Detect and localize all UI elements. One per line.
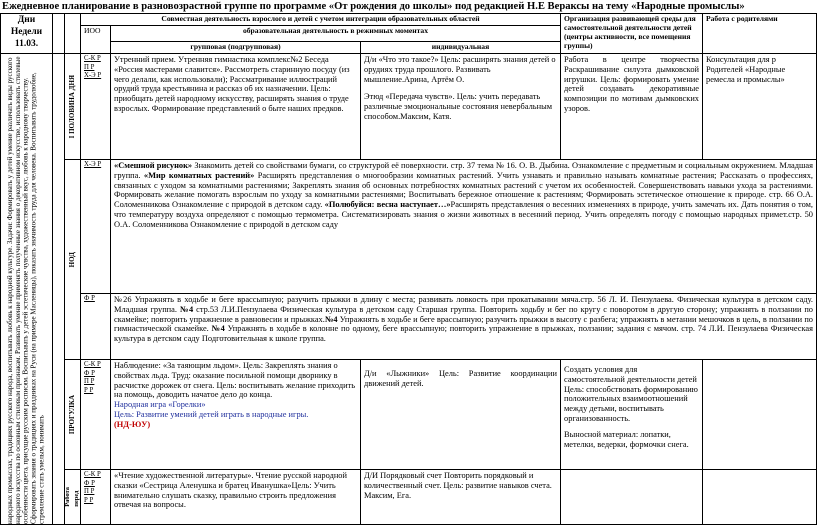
codes-morning bbox=[81, 53, 111, 159]
physical-text-2: стр.53 Л.И.Пензулаева Физическая культура в детском саду Старшая группа. Повторить ходьбу и бег по кругу с поворотом в другую сторону; упражнять в ползании по скамейке; повторить упражнение в равновесии и прыжках. bbox=[114, 304, 813, 324]
walk-environment-text: Создать условия для самостоятельной деятельности детей Цель: способствовать формированию положительных взаимоотношений между детьми, воспитывать организованность. bbox=[564, 364, 698, 424]
period-evening-sublabel: перед bbox=[73, 490, 80, 507]
evening-individual-activity: Д/И Порядковый счет Повторить порядковый и количественный счет. Цель: развитие навыков счета. Максим, Ега. bbox=[361, 469, 561, 524]
nod-content bbox=[111, 159, 817, 293]
morning-parents: Консультация для р Родителей «Народные ремесла и промыслы» bbox=[703, 53, 817, 159]
blank-header-1 bbox=[53, 14, 65, 54]
left-goals-text: народных промыслах, традициях русского народа, воспитывать любовь к народной культуре. Задачи: Формировать у детей умение различать виды русского народного искусства по основным стилевым признакам. Развивать умение применять полученные знания о декоративном искусстве, использовать стилевые особенности цвета, присущие русским росписям. Воспитывать у детей эстетические чувства, художественный вкус, любовь к народному творчеству. Сформировать знания о традициях и праздниках на Руси (на примере Масленицы), показать значимость труда для человека. Воспитывать трудолюбие, стремление стать умелым, понимать bbox=[5, 56, 46, 524]
regime-activity-header: образовательная деятельность в режимных моментах bbox=[111, 25, 561, 41]
walk-environment bbox=[561, 359, 703, 469]
code: Р Р bbox=[84, 387, 94, 395]
morning-group-activity: Утренний прием. Утренняя гимнастика комплекс№2 Беседа «Россия мастерами славится». Рассмотреть старинную посуду (из чего делали, как использовали); Рассматривание иллюстраций орудий труда крестьянина и рассказ об их назначении. Цель: приобщать детей народному искусству, расширять знания о труде взрослых. Формирование представлений о быте наших предков. bbox=[111, 53, 361, 159]
code: Х-Э Р bbox=[84, 72, 102, 80]
nod-heading-1: «Смешной рисунок» bbox=[114, 160, 193, 170]
planning-table bbox=[0, 13, 817, 525]
code: П Р bbox=[84, 488, 95, 496]
code: П Р bbox=[84, 378, 95, 386]
physical-content bbox=[111, 293, 817, 359]
nod-text-2: Расширять представления о многообразии комнатных растений. Учить узнавать и правильно называть комнатные растения; Рассказать о профессиях, связанных с уходом за комнатными растениями; Закреплять знания об основных потребностях комнатных растений с учетом их особенностей. Совершенствовать навыки ухода за растениями. Формировать желание помогать взрослым по уходу за комнатными растениями; Воспитывать бережное отношение к растениям; Формировать эстетическое отношение к природе. стр. 66 О.А. Соломенникова Ознакомление с природой в детском саду. bbox=[114, 170, 813, 210]
evening-group-activity: «Чтение художественной литературы». Чтение русской народной сказки «Сестрица Аленушка и братец Иванушка»Цель: Учить внимательно слушать сказку, правильно строить предложения отвечая на вопросы. bbox=[111, 469, 361, 524]
code: Ф Р bbox=[84, 479, 95, 487]
period-walk bbox=[65, 359, 81, 469]
code: Ф Р bbox=[84, 369, 95, 377]
individual-header: индивидуальная bbox=[361, 41, 561, 53]
day-label: Дни bbox=[17, 15, 36, 25]
nod-heading-3: «Полюбуйся: весна наступает…» bbox=[324, 200, 451, 210]
walk-environment-materials: Выносной материал: лопатки, метелки, ведерки, формочки снега. bbox=[564, 430, 689, 450]
group-header: групповая (подгрупповая) bbox=[111, 41, 361, 53]
physical-text-3: Упражнять в ходьбе и беге врассыпную; разучить прыжки в высоту с разбега; упражнять в метании мешочков в цель, в ползании по гимнастической скамейке. bbox=[114, 314, 813, 334]
physical-number-1: №4 bbox=[179, 304, 194, 314]
blank-header-2 bbox=[65, 14, 81, 54]
period-nod-label: НОД bbox=[68, 251, 77, 267]
walk-game: Народная игра «Горелки» bbox=[114, 400, 206, 410]
codes-walk bbox=[81, 359, 111, 469]
codes-physical bbox=[81, 293, 111, 359]
period-evening-label: Работа bbox=[64, 486, 72, 507]
physical-number-2: №4 bbox=[324, 314, 338, 324]
physical-text-1: №26 Упражнять в ходьбе и беге врассыпную; разучить прыжки в длину с места; развивать ловкость при прокатывании мяча.стр. 56 Л. И. Пензулаева. Физическая культура в детском саду. Младшая группа. bbox=[114, 294, 813, 314]
joint-activity-header: Совместная деятельность взрослого и детей с учетом интеграции образовательных областей bbox=[81, 14, 561, 26]
codes-evening bbox=[81, 469, 111, 524]
code: Х-Э Р bbox=[84, 160, 102, 168]
morning-environment: Работа в центре творчества Раскрашивание силуэта дымковской игрушки. Цель: формировать умение детей создавать декоративные композиции по мотивам дымковских узоров. bbox=[561, 53, 703, 159]
walk-game-goal: Цель: Развитие умений детей играть в народные игры. bbox=[114, 410, 309, 420]
morning-individual-2: Этюд «Передача чувств». Цель: учить передавать различные эмоциональные состояния невербальным способом.Максим, Катя. bbox=[364, 92, 552, 122]
period-morning bbox=[65, 53, 81, 159]
walk-observation: Наблюдение: «За таяющим льдом». Цель: Закреплять знания о свойствах льда. Труд: оказание посильной помощи дворнику в расчистке дорожек от снега. Цель: воспитывать желание приходить на помощь, доводить начатое дело до конца. bbox=[114, 360, 356, 400]
walk-tag: (НД-ЮУ) bbox=[114, 420, 151, 430]
date-label: 11.03. bbox=[14, 38, 39, 49]
walk-parents bbox=[703, 359, 817, 469]
codes-nod bbox=[81, 159, 111, 293]
walk-group-activity bbox=[111, 359, 361, 469]
page-title: Ежедневное планирование в разновозрастной группе по программе «От рождения до школы» под редакцией Н.Е Вераксы на тему «Народные промыслы» bbox=[2, 1, 745, 12]
code: П Р bbox=[84, 63, 95, 71]
nod-text-3: Расширять представления о весенних изменениях в природе, учить замечать их. Дать понятия о том, что температуру воздуха определяют с помощью термометра. Систематизировать знания о жизни животных в весенний период. Учить определять погоду с помощью народных примет.стр. 50 О.А. Соломенникова Ознакомление с природой в детском саду bbox=[114, 200, 813, 230]
left-goals-cell bbox=[1, 53, 53, 524]
nod-heading-2: «Мир комнатных растений» bbox=[143, 170, 255, 180]
period-nod bbox=[65, 159, 81, 359]
code: Ф Р bbox=[84, 294, 95, 302]
period-evening bbox=[65, 469, 81, 524]
morning-individual-activity bbox=[361, 53, 561, 159]
morning-individual-1: Д/и «Что это такое?» Цель: расширять знания детей о орудиях труда прошлого. Развивать мышление.Арина, Артём О. bbox=[364, 54, 556, 84]
evening-parents bbox=[703, 469, 817, 524]
walk-individual-activity bbox=[361, 359, 561, 469]
day-week-header bbox=[1, 14, 53, 54]
parents-header: Работа с родителями bbox=[703, 14, 817, 54]
week-label: Недели bbox=[10, 26, 43, 37]
physical-number-3: №4 bbox=[211, 324, 225, 334]
code: С-К Р bbox=[84, 54, 101, 62]
code: Р Р bbox=[84, 497, 94, 505]
period-walk-label: ПРОГУЛКА bbox=[68, 394, 77, 434]
physical-text-4: Упражнять в ходьбе в колонне по одному, беге врассыпную; повторить упражнение в прыжках, ползании; задания с мячом. стр. 74 Л.И. Пензулаева Физическая культура в детском саду Подготовительная к школе группа. bbox=[114, 324, 813, 344]
nod-text-1: Знакомить детей со свойствами бумаги, со структурой её поверхности. стр. 37 тема № 16. О. В. Дыбина. Ознакомление с предметным и социальным окружением. Младшая группа. bbox=[114, 160, 813, 180]
code: С-К Р bbox=[84, 360, 101, 368]
walk-individual-text: Д/и «Лыжники» Цель: Развитие координации движений детей. bbox=[364, 368, 557, 388]
environment-header: Организация развивающей среды для самостоятельной деятельности детей (центры активности, все помещения группы) bbox=[561, 14, 703, 54]
code: С-К Р bbox=[84, 470, 101, 478]
left-blank-cell bbox=[53, 53, 65, 524]
period-morning-label: I ПОЛОВИНА ДНЯ bbox=[68, 74, 77, 138]
ioo-header: ИОО bbox=[81, 25, 111, 53]
evening-environment bbox=[561, 469, 703, 524]
